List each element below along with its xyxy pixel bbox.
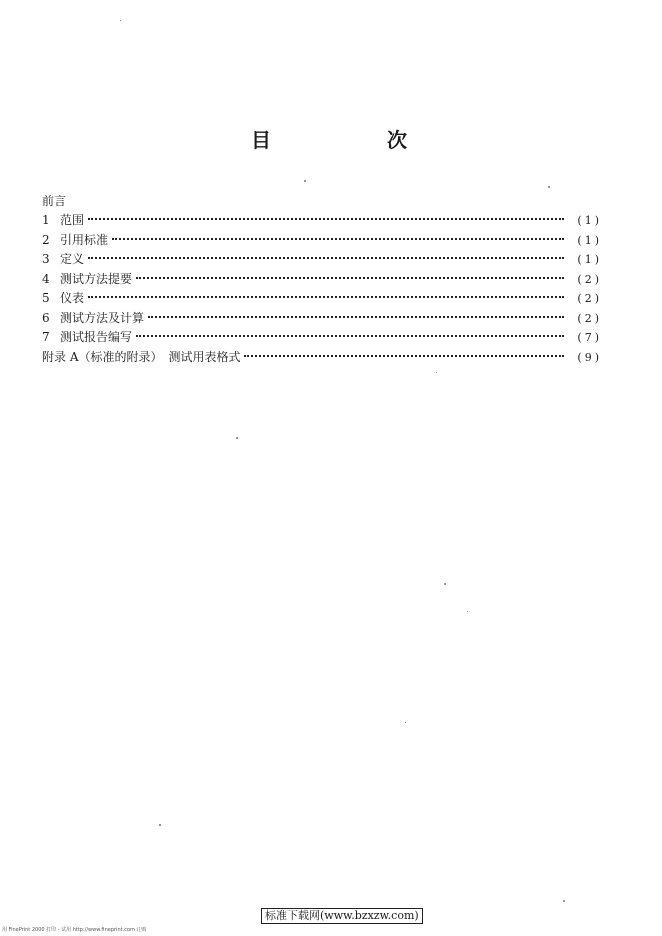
toc-entry-label: 范围 bbox=[60, 213, 85, 227]
scan-speck bbox=[120, 20, 121, 21]
scan-speck bbox=[405, 722, 406, 723]
scan-speck bbox=[304, 180, 306, 182]
toc-entry-number: 6 bbox=[42, 310, 50, 325]
toc-entry bbox=[42, 250, 602, 270]
toc-entry-number: 4 bbox=[42, 271, 50, 286]
toc-entry-page: (2) bbox=[577, 311, 602, 325]
scan-speck bbox=[563, 900, 565, 902]
scan-speck bbox=[159, 824, 161, 826]
toc-entry-page: (1) bbox=[577, 214, 602, 227]
toc-entry-number: 7 bbox=[42, 330, 50, 344]
toc-entry-page: (7) bbox=[577, 331, 602, 344]
toc-entry-label: 测试报告编写 bbox=[60, 330, 133, 344]
toc-entry-number: 3 bbox=[42, 252, 50, 266]
toc-entry-page: (1) bbox=[577, 253, 602, 266]
page-title: 目 次 bbox=[251, 128, 455, 152]
footer-watermark: 标准下载网(www.bzxzw.com) bbox=[261, 908, 423, 924]
leader-dots bbox=[112, 238, 564, 240]
scan-speck bbox=[548, 186, 550, 188]
toc-entry-label: 定义 bbox=[60, 252, 85, 266]
toc-entry bbox=[42, 211, 602, 231]
toc-appendix-label: 附录 A（标准的附录） 测试用表格式 bbox=[42, 349, 241, 364]
toc-entry bbox=[42, 309, 602, 329]
toc-entry bbox=[42, 289, 602, 309]
leader-dots bbox=[136, 335, 564, 337]
leader-dots bbox=[88, 218, 564, 220]
leader-dots bbox=[244, 355, 564, 357]
toc-entry-label: 仪表 bbox=[60, 291, 85, 305]
leader-dots bbox=[88, 296, 564, 298]
toc-entry-label: 测试方法提要 bbox=[60, 271, 133, 286]
leader-dots bbox=[136, 277, 564, 279]
scan-speck bbox=[436, 372, 437, 373]
toc-entry-label: 测试方法及计算 bbox=[60, 310, 145, 325]
toc-entry-number: 2 bbox=[42, 232, 50, 247]
toc-entry-page: (2) bbox=[577, 292, 602, 305]
leader-dots bbox=[148, 316, 564, 318]
toc-entry-page: (1) bbox=[577, 233, 602, 247]
scan-speck bbox=[444, 583, 446, 585]
leader-dots bbox=[88, 257, 564, 259]
toc-entry-number: 1 bbox=[42, 213, 50, 227]
scan-speck bbox=[467, 611, 468, 612]
toc-entry-page: (2) bbox=[577, 272, 602, 286]
toc-entry-number: 5 bbox=[42, 291, 50, 305]
toc-foreword: 前言 bbox=[42, 194, 67, 208]
toc-appendix-page: (9) bbox=[577, 350, 602, 364]
toc-entry-label: 引用标准 bbox=[60, 232, 109, 247]
toc-entry bbox=[42, 328, 602, 348]
scan-speck bbox=[236, 437, 238, 439]
toc-entry-appendix bbox=[42, 348, 602, 368]
table-of-contents bbox=[42, 192, 602, 367]
toc-entry bbox=[42, 231, 602, 251]
toc-entry bbox=[42, 270, 602, 290]
print-notice: 用 FinePrint 2000 打印 - 试用 http://www.fineprint.com 订购 bbox=[2, 927, 147, 933]
